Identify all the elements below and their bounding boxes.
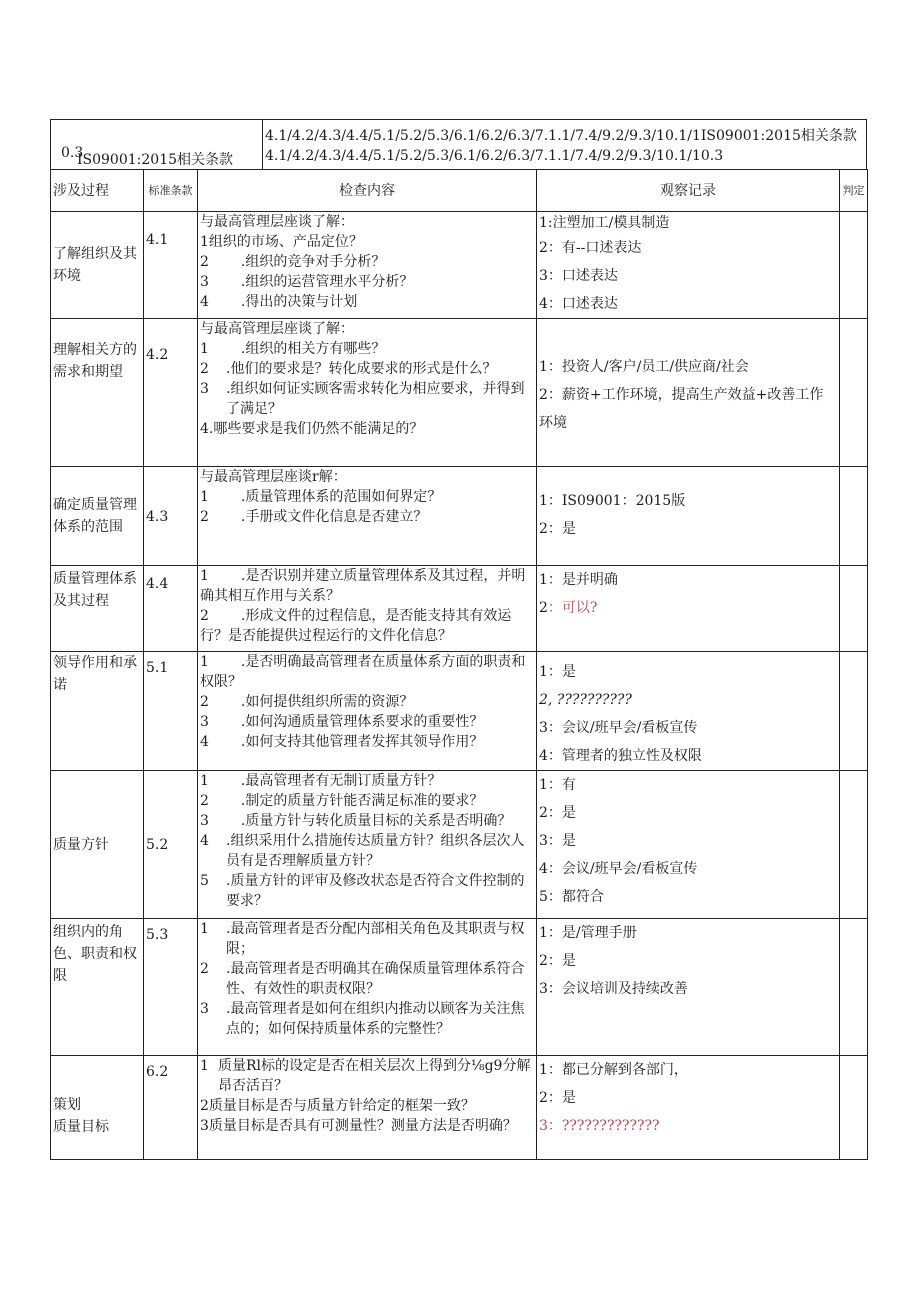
judgement-cell [840,771,868,919]
check-item: 1 .组织的相关方有哪些？ [200,341,386,357]
judgement-cell [840,212,868,319]
check-item: 1组织的市场、产品定位？ [200,234,363,250]
judgement-cell [840,467,868,566]
obs-line: 2：是 [539,521,576,537]
check-item: 1 质量Rl标的设定是否在相关层次上得到分⅛g9分解昂否活百？ [200,1058,531,1094]
obs-line: 1:注塑加工/模具制造 [539,215,670,231]
obs-line: 3：会议/班早会/看板宣传 [539,720,698,736]
observation-cell [537,1056,840,1160]
process-cell: 领导作用和承诺 [51,652,144,771]
check-item: 3 .组织的运营管理水平分析？ [200,274,414,290]
observation-cell [537,319,840,467]
obs-line: 1：IS09001：2015版 [539,493,686,509]
obs-line: 1：都已分解到各部门， [539,1062,688,1078]
audit-table [50,169,868,1160]
obs-line: 3：是 [539,833,576,849]
check-cell [198,919,537,1056]
judgement-cell [840,319,868,467]
clause-cell: 5.1 [144,652,198,771]
check-item: 4 .如何支持其他管理者发挥其领导作用？ [200,734,484,750]
clause-cell: 5.3 [144,919,198,1056]
clause-cell: 4.2 [144,319,198,467]
table-row [51,771,868,919]
observation-cell [537,566,840,652]
check-item: 5 .质量方针的评审及修改状态是否符合文件控制的要求？ [200,873,525,909]
observation-cell [537,919,840,1056]
col-check: 检查内容 [198,170,537,212]
check-item: 3 .组织如何证实顾客需求转化为相应要求，并得到了满足？ [200,381,525,417]
check-item: 3 .如何沟通质量管理体系要求的重要性？ [200,714,484,730]
obs-line: 1：是 [539,664,576,680]
table-row [51,566,868,652]
col-standard: 标准条款 [144,170,198,212]
observation-cell [537,652,840,771]
obs-line: 2：薪资+工作环境，提高生产效益+改善工作环境 [539,387,824,431]
obs-line: 2：是 [539,953,576,969]
clauses-line-1: 4.1/4.2/4.3/4.4/5.1/5.2/5.3/6.1/6.2/6.3/7.1.1/7.4/9.2/9.3/10.1/1IS09001:2015相关条款 [265,128,857,144]
obs-line: 1：投资人/客户/员工/供应商/社会 [539,359,749,375]
check-item: 2 .手册或文件化信息是否建立？ [200,509,428,525]
clauses-line-2: 4.1/4.2/4.3/4.4/5.1/5.2/5.3/6.1/6.2/6.3/7.1.1/7.4/9.2/9.3/10.1/10.3 [265,148,724,164]
process-cell: 质量管理体系及其过程 [51,566,144,652]
table-row [51,919,868,1056]
check-item: 4 .组织采用什么措施传达质量方针？组织各层次人员有是否理解质量方针？ [200,833,525,869]
table-row [51,467,868,566]
clause-cell: 6.2 [144,1056,198,1160]
process-line: 质量目标 [53,1118,109,1135]
check-cell [198,1056,537,1160]
col-judgement: 判定 [840,170,868,212]
process-cell: 了解组织及其环境 [51,212,144,319]
obs-line: 2：有--口述表达 [539,240,642,256]
clause-cell: 4.1 [144,212,198,319]
process-cell: 理解相关方的需求和期望 [51,319,144,467]
column-header-row [51,170,868,212]
check-intro: 与最高管理层座谈了解： [200,214,354,230]
process-cell: 组织内的角色、职责和权限 [51,919,144,1056]
check-item: 2 .形成文件的过程信息，是否能支持其有效运行？是否能提供过程运行的文件化信息？ [200,608,512,644]
table-row [51,319,868,467]
obs-line: 2：可以? [539,600,598,616]
check-cell [198,566,537,652]
clause-cell: 5.2 [144,771,198,919]
header-band [50,119,867,169]
observation-cell [537,771,840,919]
process-cell: 确定质量管理体系的范围 [51,467,144,566]
col-observation: 观察记录 [537,170,840,212]
check-item: 2 .组织的竞争对手分析？ [200,254,386,270]
observation-cell [537,212,840,319]
check-item: 3 .最高管理者是如何在组织内推动以顾客为关注焦点的；如何保持质量体系的完整性？ [200,1001,525,1037]
obs-line: 1：有 [539,777,576,793]
table-row [51,652,868,771]
check-item: 2质量目标是否与质量方针给定的框架一致？ [200,1098,475,1114]
process-cell: 质量方针 [51,771,144,919]
process-line: 策划 [53,1096,81,1113]
obs-line: 4：会议/班早会/看板宣传 [539,861,698,877]
check-intro: 与最高管理层座谈了解： [200,321,354,337]
judgement-cell [840,919,868,1056]
obs-line: 1：是并明确 [539,572,618,588]
table-row [51,212,868,319]
col-process: 涉及过程 [51,170,144,212]
header-clauses-cell [265,126,864,166]
standard-label: IS09001:2015相关条款 [77,152,234,168]
check-item: 4.哪些要求是我们仍然不能满足的？ [200,421,424,437]
check-item: 2 .他们的要求是？转化成要求的形式是什么？ [200,361,497,377]
obs-line: 3：会议培训及持续改善 [539,981,688,997]
check-cell [198,467,537,566]
check-item: 4 .得出的决策与计划 [200,294,358,310]
check-item: 2 .制定的质量方针能否满足标准的要求？ [200,793,484,809]
check-item: 3 .质量方针与转化质量目标的关系是否明确？ [200,813,512,829]
check-cell [198,319,537,467]
obs-line: 3：口述表达 [539,268,618,284]
check-item: 1 .是否识别并建立质量管理体系及其过程，并明确其相互作用与关系？ [200,568,526,604]
check-cell [198,212,537,319]
audit-sheet [50,119,867,1160]
judgement-cell [840,1056,868,1160]
check-item: 2 .最高管理者是否明确其在确保质量管理体系符合性、有效性的职责权限？ [200,961,525,997]
check-item: 1 .是否明确最高管理者在质量体系方面的职责和权限？ [200,654,526,690]
observation-cell [537,467,840,566]
check-intro: 与最高管理层座谈r解： [200,469,347,485]
obs-line: 3：????????????? [539,1118,660,1134]
obs-line: 1：是/管理手册 [539,925,637,941]
check-item: 1 .最高管理者是否分配内部相关角色及其职责与权限； [200,921,525,957]
obs-line: 4：口述表达 [539,296,618,312]
check-cell [198,652,537,771]
judgement-cell [840,652,868,771]
obs-line: 2：是 [539,1090,576,1106]
check-item: 1 .质量管理体系的范围如何界定？ [200,489,442,505]
obs-line: 5：都符合 [539,889,604,905]
clause-cell: 4.3 [144,467,198,566]
table-row [51,1056,868,1160]
clause-cell: 4.4 [144,566,198,652]
check-item: 3质量目标是否具有可测量性？测量方法是否明确？ [200,1118,517,1134]
section-number: 0.3 [61,145,84,161]
obs-line: 2, ?????????? [539,692,632,708]
check-item: 2 .如何提供组织所需的资源？ [200,694,414,710]
obs-line: 4：管理者的独立性及权限 [539,748,702,764]
obs-line: 2：是 [539,805,576,821]
check-cell [198,771,537,919]
header-standard-cell [51,120,263,169]
judgement-cell [840,566,868,652]
process-cell [51,1056,144,1160]
check-item: 1 .最高管理者有无制订质量方针？ [200,773,442,789]
